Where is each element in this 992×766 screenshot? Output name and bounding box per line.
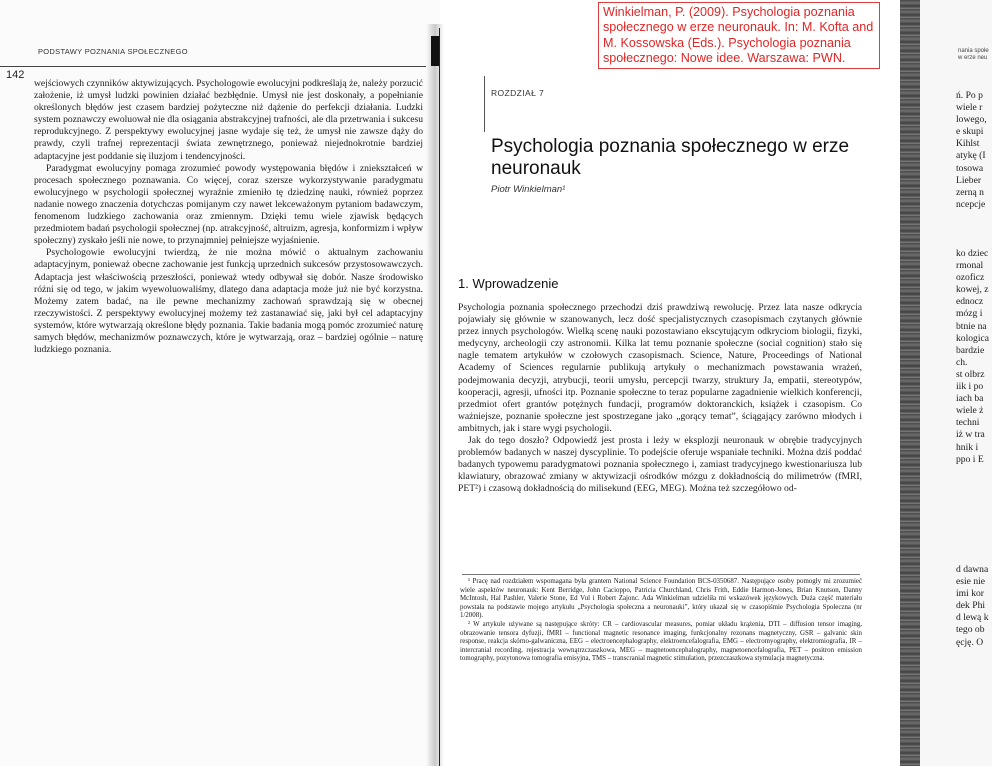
footnote: ² W artykule używane są następujące skróty: CR – cardiovascular measures, pomiar układu krążenia, DTI – diffusion tensor imaging, obrazowanie tensora dyfuzji, fMRI – functional magnetic resonance imaging, funkcjonalny rezonans magnetyczny, GSR – galvanic skin response, reakcja skórno-galwaniczna, EEG – electroencephalography, elektroencefalografia, EMG – electromyography, elektromiografia, IR – intercranial recording, rejestracja wewnątrzczaszkowa, MEG – magnetoencephalography, magnetoencefalografia, PET – positron emission tomography, pozytonowa tomografia emisyjna, TMS – transcranial magnetic stimulation, przezczaszkowa stymulacja magnetyczna.	[460, 620, 862, 663]
paragraph: Psychologowie ewolucyjni twierdzą, że nie można mówić o aktualnym zachowaniu adaptacyjnym, ponieważ obecne zachowanie jest funkcją uprzednich sukcesów przystosowawczych. Adaptacja jest właściwością przeszłości, ponieważ wtedy odbywał się dobór. Nasze środowisko różni się od tego, w jakim wyewoluowaliśmy, dlatego dana adaptacja może już nie być korzystna. Możemy zatem badać, na ile pewne mechanizmy zachowań sprawdzają się w obecnej rzeczywistości. Z perspektywy ewolucyjnej możemy też zastanawiać się, jaki był cel adaptacyjny systemów, które wytwarzają określone błędy poznania. Takie badania mogą pomóc zrozumieć naturę samych błędów, mechanizmów poznawczych, które je wytwarzają, oraz – bardziej ogólnie – naturę ludzkiego poznania.	[34, 247, 423, 356]
strip-line: ęcję. O	[956, 636, 984, 648]
strip-line: ozoficz	[956, 272, 985, 284]
strip-line: tego ob	[956, 624, 985, 636]
paragraph: wejściowych czynników aktywizujących. Psychologowie ewolucyjni podkreślają że, należy porzucić założenie, iż umysł ludzki powinien działać bezbłędnie. Umysł nie jest doskonały, a popełnianie określonych błędów jest czasem bardziej pożyteczne niż dążenie do perfekcji działania. Ludzki system poznawczy ewoluował nie dla osiągania abstrakcyjnej trafności, ale dla przetrwania i sukcesu reprodukcyjnego. Z perspektywy ewolucyjnej jasne wydaje się też, że umysł nie zawsze dąży do prawdy, czyli trafnej reprezentacji świata zewnętrznego, ponieważ niejednokrotnie bardziej adaptacyjne jest poddanie się iluzjom i tendencyjności.	[34, 78, 423, 162]
strip-line: iik i po	[956, 381, 984, 393]
footnote-rule	[462, 574, 860, 575]
page-edge-shadow	[900, 0, 920, 766]
strip-line: ncepcje	[956, 198, 986, 210]
gutter-mark	[431, 36, 439, 66]
strip-line: iż w tra	[956, 429, 985, 441]
strip-line: hnik i	[956, 441, 979, 453]
right-page-body	[458, 302, 862, 496]
citation-annotation: Winkielman, P. (2009). Psychologia poznania społecznego w erze neuronauk. In: M. Kofta and M. Kossowska (Eds.). Psychologia poznania społecznego: Nowe idee. Warszawa: PWN.	[598, 2, 880, 69]
left-page	[0, 0, 440, 766]
section-heading: 1. Wprowadzenie	[458, 276, 559, 291]
left-page-body	[34, 78, 423, 356]
next-page-strip	[900, 0, 992, 766]
strip-line: wiele r	[956, 102, 983, 114]
strip-line: atykę (I	[956, 150, 986, 162]
strip-line: btnie na	[956, 320, 987, 332]
strip-line: bardzie	[956, 344, 985, 356]
strip-running-head	[958, 48, 989, 62]
strip-head-line: w erze neu	[958, 55, 988, 61]
page-number: 142	[6, 69, 25, 81]
strip-line: d dawna	[956, 564, 989, 575]
strip-line: ko dziec	[956, 248, 989, 259]
strip-line: rmonal	[956, 260, 984, 272]
strip-line: wiele ż	[956, 405, 984, 417]
strip-line: Lieber	[956, 174, 982, 186]
footnote: ¹ Pracę nad rozdziałem wspomagana była grantem National Science Foundation BCS-0350687. Następujące osoby pomogły mi zrozumieć wiele aspektów neuronauk: Kent Berridge, John Cacioppo, Patricia Churchland, Chris Frith, Eddie Harmon-Jones, Brian Knutson, Danny McIntosh, Hal Pashler, Valerie Stone, Ed Vul i Robert Zajonc. Ada Winkielman udzieliła mi wskazówek językowych. Duża część materiału powstała na podstawie mojego artykułu „Psychologia społeczna a neuronauki”, który ukazał się w czasopiśmie Psychologia Społeczna (nr 1/2008).	[460, 578, 862, 620]
strip-text-bottom	[956, 564, 992, 649]
strip-line: ednocz	[956, 296, 984, 308]
strip-line: tosowa	[956, 162, 984, 174]
strip-line: kowej, z	[956, 284, 989, 296]
strip-line: lowego,	[956, 114, 987, 126]
strip-line: dek Phi	[956, 600, 986, 612]
strip-text-top	[956, 90, 992, 211]
running-head: PODSTAWY POZNANIA SPOŁECZNEGO	[38, 47, 188, 56]
paragraph: Jak do tego doszło? Odpowiedź jest prosta i leży w eksplozji neuronauk w obrębie tradycyjnych problemów badanych w naszej dyscyplinie. To podejście oferuje wspaniałe techniki. Można dziś poddać badanych typowemu paradygmatowi poznania społecznego i, zamiast tradycyjnego kwestionariusza lub klawiatury, obrazować zmiany w aktywizacji ośrodków mózgu z dokładnością do milimetrów (fMRI, PET²) i czasową dokładnością do milisekund (EEG, MEG). Można też szczegółowo od-	[458, 435, 862, 495]
strip-line: mózg i	[956, 308, 983, 320]
strip-line: st olbrz	[956, 368, 985, 380]
footnotes	[460, 578, 862, 664]
right-page	[446, 0, 898, 766]
strip-line: zerną n	[956, 186, 984, 198]
strip-line: e skupi	[956, 126, 984, 138]
strip-line: iach ba	[956, 393, 984, 405]
strip-line: imi kor	[956, 588, 984, 600]
strip-line: d lewą k	[956, 612, 989, 624]
chapter-author: Piotr Winkielman¹	[491, 184, 566, 195]
gutter-line	[439, 28, 440, 766]
paragraph: Paradygmat ewolucyjny pomaga zrozumieć powody występowania błędów i zniekształceń w procesach społecznego poznawania. Co więcej, coraz szersze wykorzystywanie paradygmatu ewolucyjnego w psychologii społecznej wyraźnie zmieniło tę dziedzinę nauki, również poprzez nadanie nowego znaczenia dotychczas pomijanym czy nawet lekceważonym pytaniom badawczym, fenomenom ludzkiego zachowania oraz zmiennym. Dzięki temu wiele zjawisk będących przedmiotem badań psychologii społecznej (np. atrakcyjność, altruizm, agresja, konformizm i wpływ społeczny) zyskało jeśli nie nowe, to przynajmniej pełniejsze wyjaśnienie.	[34, 162, 423, 247]
strip-line: techni	[956, 417, 980, 429]
chapter-title: Psychologia poznania społecznego w erze neuronauk	[491, 136, 850, 179]
strip-line: ń. Po p	[956, 90, 983, 101]
header-rule	[0, 66, 430, 67]
strip-line: Kihlst	[956, 138, 980, 150]
strip-line: kologica	[956, 332, 990, 344]
strip-head-line: nania społe	[958, 48, 989, 54]
paragraph: Psychologia poznania społecznego przechodzi dziś prawdziwą rewolucję. Przez lata nasze odkrycia pojawiały się głównie w szanowanych, lecz dość specjalistycznych czasopismach czytanych głównie przez innych psychologów. Wielką scenę nauki pozostawiano ekscytującym odkryciom biologii, fizyki, medycyny, archeologii czy astronomii. Kilka lat temu poznanie społeczne (social cognition) stało się nagle tematem artykułów w czołowych czasopismach. Science, Nature, Proceedings of National Academy of Sciences regularnie publikują artykuły o mechanizmach powstawania wrażeń, podejmowania decyzji, atrybucji, teorii umysłu, percepcji twarzy, struktury Ja, empatii, stereotypów, kooperacji, agresji, ufności itp. Poznanie społeczne to teraz popularne zagadnienie wielkich konferencji, przedmiot ofert grantów potężnych fundacji, programów doktoranckich, książek i czasopism. Co ważniejsze, poznanie społeczne jest spostrzegane jako „gorący temat”, ściągający zarówno młodych i ambitnych, jak i stare wygi psychologii.	[458, 302, 862, 434]
chapter-rule	[484, 76, 485, 132]
strip-line: esie nie	[956, 576, 986, 588]
chapter-label: ROZDZIAŁ 7	[491, 88, 545, 98]
strip-text-middle	[956, 248, 992, 466]
strip-line: ppo i E	[956, 453, 984, 465]
book-gutter	[426, 24, 444, 766]
strip-line: ch.	[956, 356, 968, 368]
